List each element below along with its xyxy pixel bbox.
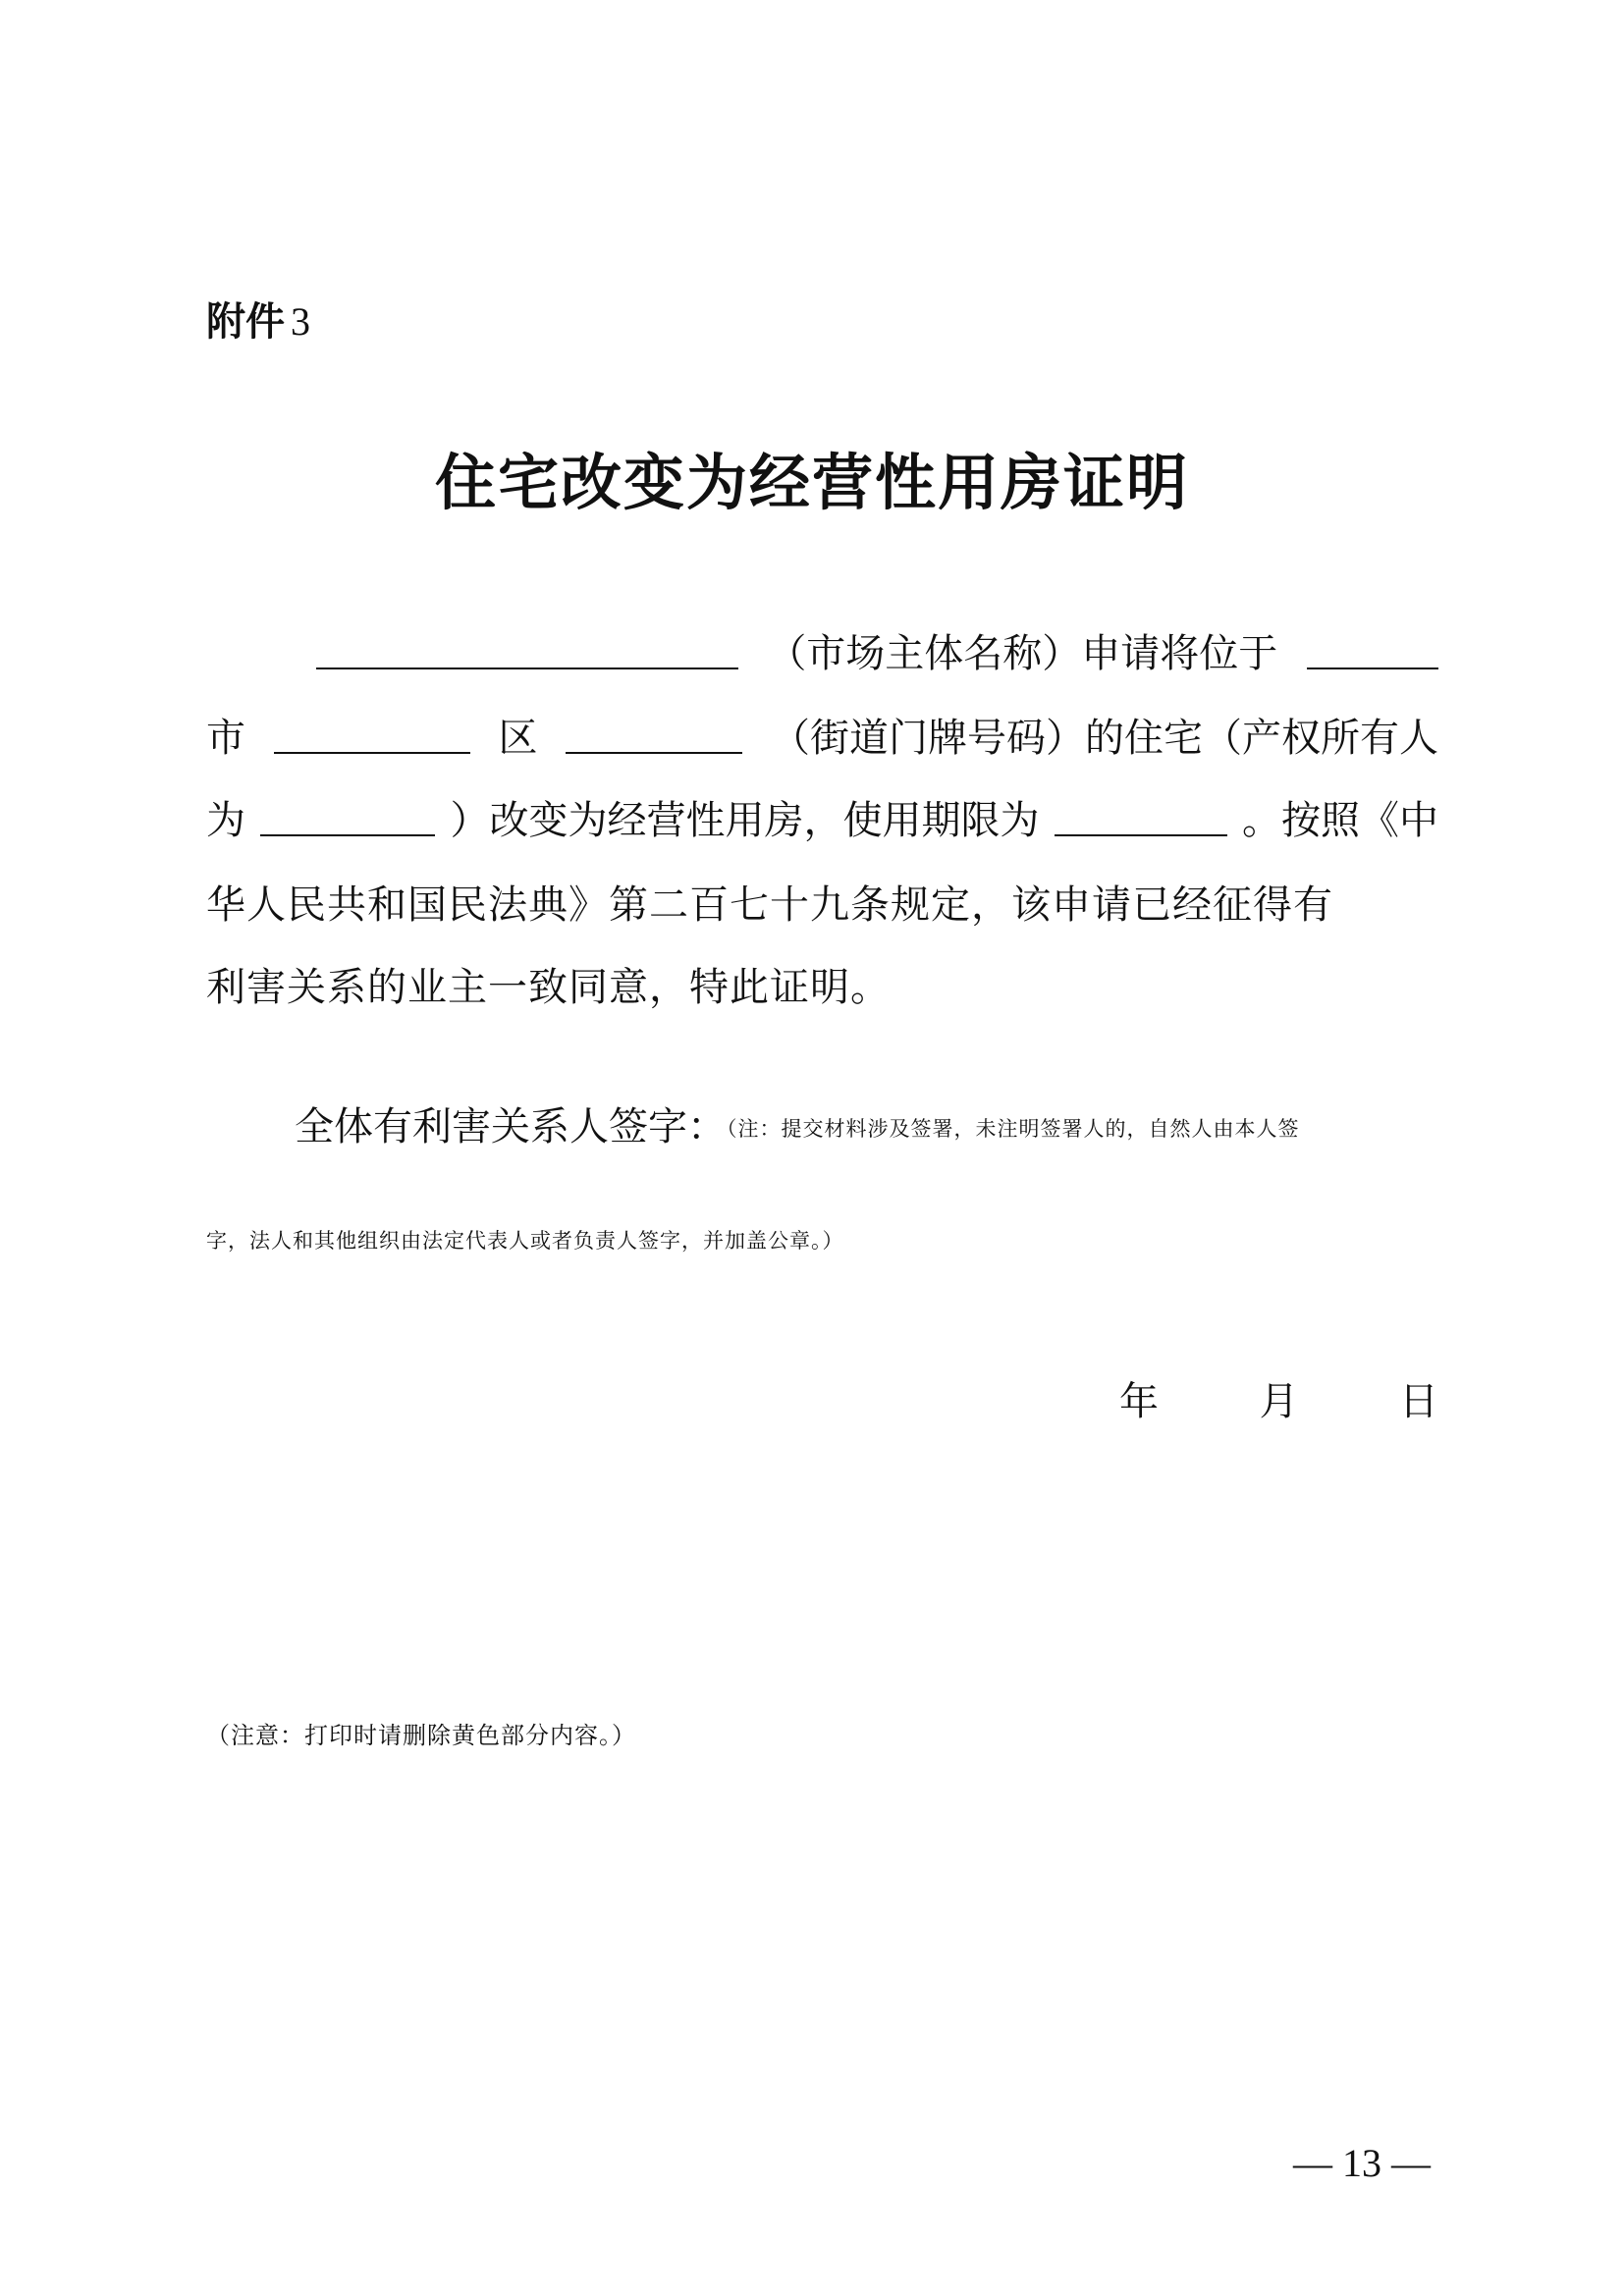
blank-use-period[interactable] bbox=[1055, 791, 1227, 836]
body-line-1-text: （市场主体名称）申请将位于 bbox=[767, 631, 1278, 676]
body-line-3-text-b: 。按照《中 bbox=[1242, 798, 1438, 843]
date-day: 日 bbox=[1399, 1379, 1438, 1424]
page-number: — 13 — bbox=[1293, 2141, 1431, 2185]
body-line-2-city: 市 bbox=[206, 716, 245, 761]
signature-note-line1: （注：提交材料涉及签署，未注明签署人的，自然人由本人签 bbox=[727, 1117, 1300, 1141]
document-title: 住宅改变为经营性用房证明 bbox=[434, 447, 1189, 518]
signature-line bbox=[295, 1097, 1438, 1158]
blank-city-name[interactable] bbox=[274, 709, 470, 754]
body-line-2-district: 区 bbox=[498, 716, 538, 761]
signature-note-line2: 字，法人和其他组织由法定代表人或者负责人签字，并加盖公章。） bbox=[206, 1229, 844, 1253]
signature-label: 全体有利害关系人签字： bbox=[295, 1104, 727, 1149]
attachment-label-text: 附件 bbox=[206, 299, 285, 345]
blank-entity-name[interactable] bbox=[316, 624, 738, 669]
body-line-5: 利害关系的业主一致同意，特此证明。 bbox=[206, 965, 891, 1010]
body-line-3 bbox=[206, 791, 1438, 850]
attachment-label bbox=[206, 294, 310, 349]
body-line-1 bbox=[206, 624, 1438, 683]
blank-district[interactable] bbox=[566, 709, 742, 754]
date-month: 月 bbox=[1259, 1379, 1299, 1424]
attachment-number: 3 bbox=[291, 299, 310, 344]
body-line-2-text: （街道门牌号码）的住宅（产权所有人 bbox=[771, 716, 1438, 761]
blank-city[interactable] bbox=[1307, 624, 1438, 669]
body-line-4: 华人民共和国民法典》第二百七十九条规定，该申请已经征得有 bbox=[206, 882, 1333, 928]
date-line bbox=[1119, 1372, 1438, 1431]
date-year: 年 bbox=[1119, 1379, 1159, 1424]
blank-owner[interactable] bbox=[260, 791, 435, 836]
body-line-3-wei: 为 bbox=[206, 798, 245, 843]
body-line-3-text-a: ）改变为经营性用房，使用期限为 bbox=[450, 798, 1040, 843]
body-line-2 bbox=[206, 709, 1438, 768]
print-footnote: （注意：打印时请删除黄色部分内容。） bbox=[206, 1722, 636, 1749]
